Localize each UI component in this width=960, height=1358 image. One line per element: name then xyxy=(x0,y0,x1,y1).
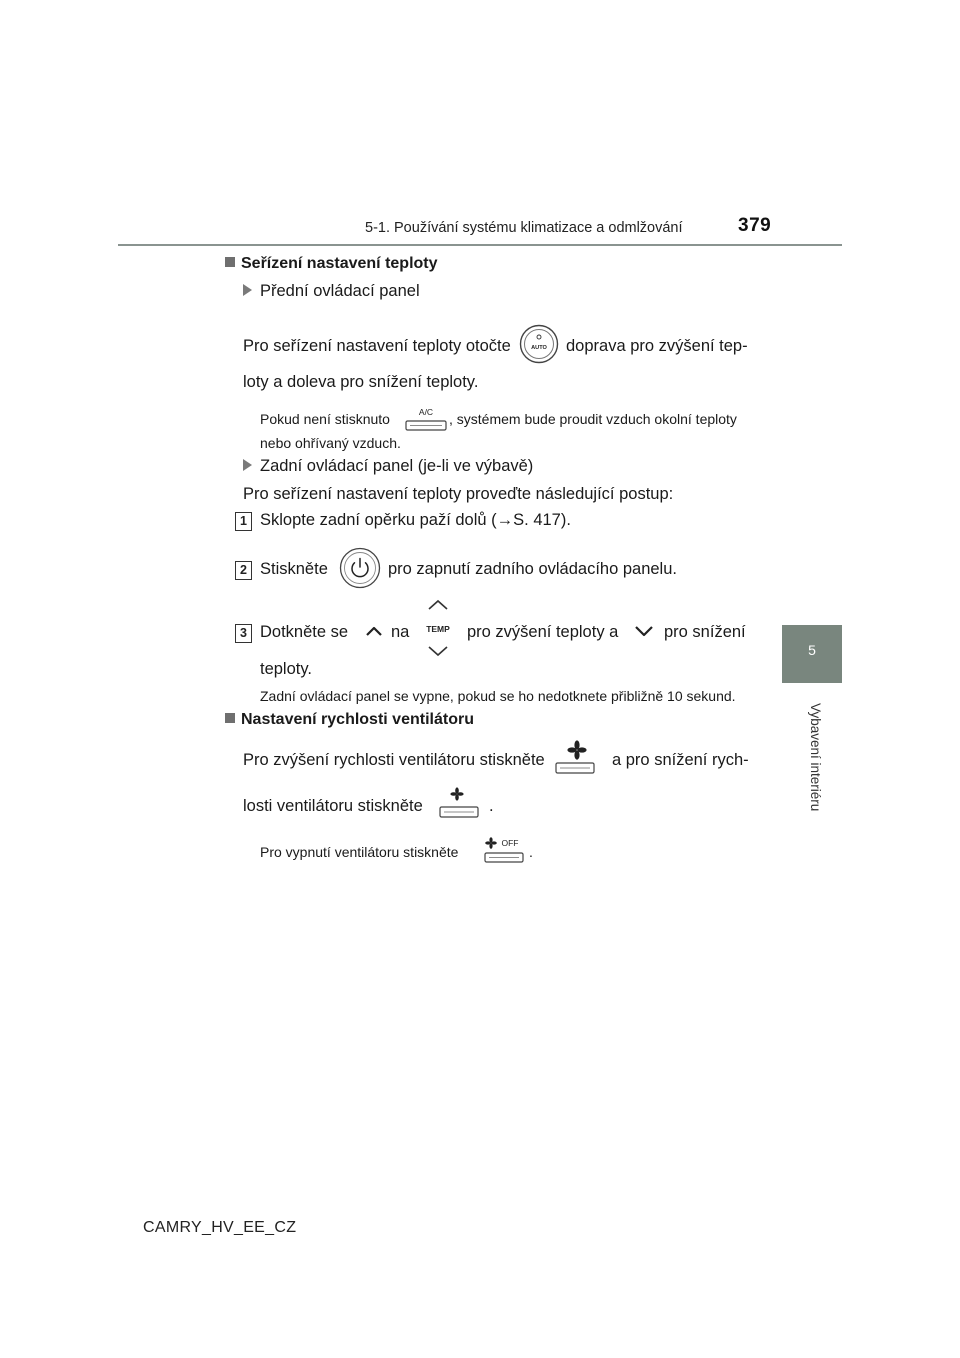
square-bullet-icon xyxy=(225,257,235,267)
page-number: 379 xyxy=(738,215,772,236)
triangle-bullet-icon xyxy=(243,459,252,471)
step-3-text-c: pro zvýšení teploty a xyxy=(467,623,619,641)
note1-c: nebo ohřívaný vzduch. xyxy=(260,435,401,451)
step-3-text-d: pro snížení xyxy=(664,623,746,641)
step-2-text-a: Stiskněte xyxy=(260,560,328,578)
step-3-number: 3 xyxy=(235,624,252,643)
rear-panel-label: Zadní ovládací panel (je-li ve výbavě) xyxy=(243,457,533,476)
section-title: 5-1. Používání systému klimatizace a odmlžování xyxy=(365,220,683,236)
step-2-number: 2 xyxy=(235,561,252,580)
fan-note-b: . xyxy=(529,844,533,860)
front-line1-b: doprava pro zvýšení tep- xyxy=(566,337,748,355)
temp-label: TEMP xyxy=(426,624,450,634)
ac-label: A/C xyxy=(418,407,434,417)
fan-line2-b: . xyxy=(489,797,494,815)
fan-up-button-icon xyxy=(553,738,597,778)
fan-down-button-icon xyxy=(437,786,483,822)
fan-note-a: Pro vypnutí ventilátoru stiskněte xyxy=(260,844,459,860)
front-panel-label: Přední ovládací panel xyxy=(243,282,420,301)
rear-intro: Pro seřízení nastavení teploty proveďte následující postup: xyxy=(243,485,674,503)
fan-line1-b: a pro snížení rych- xyxy=(612,751,749,769)
ac-button-icon xyxy=(404,405,448,433)
step-2-text-b: pro zapnutí zadního ovládacího panelu. xyxy=(388,560,677,578)
triangle-bullet-icon xyxy=(243,284,252,296)
fan-line2-a: losti ventilátoru stiskněte xyxy=(243,797,423,815)
step-3-text-b: na xyxy=(391,623,410,641)
step-1-text: Sklopte zadní opěrku paží dolů (→S. 417). xyxy=(260,511,571,529)
front-line1-a: Pro seřízení nastavení teploty otočte xyxy=(243,337,511,355)
fan-line1-a: Pro zvýšení rychlosti ventilátoru stiskněte xyxy=(243,751,545,769)
front-line2: loty a doleva pro snížení teploty. xyxy=(243,373,479,391)
note1-b: , systémem bude proudit vzduch okolní teploty xyxy=(449,411,737,427)
chevron-down-icon xyxy=(634,624,654,638)
header-rule xyxy=(118,244,842,246)
fan-off-button-icon xyxy=(482,836,528,866)
auto-knob-icon xyxy=(519,320,559,368)
step-3-text-e: teploty. xyxy=(260,660,312,678)
square-bullet-icon xyxy=(225,713,235,723)
chapter-title: Vybavení interiéru xyxy=(808,703,823,812)
step-3-text-a: Dotkněte se xyxy=(260,623,349,641)
fan-heading: Nastavení rychlosti ventilátoru xyxy=(225,711,474,729)
temp-control-icon xyxy=(420,596,456,660)
rear-note: Zadní ovládací panel se vypne, pokud se ho nedotknete přibližně 10 sekund. xyxy=(260,688,736,704)
power-button-icon xyxy=(339,547,381,589)
chapter-number: 5 xyxy=(808,642,816,658)
off-label: OFF xyxy=(501,838,519,848)
chevron-up-icon xyxy=(365,624,383,638)
temp-heading: Seřízení nastavení teploty xyxy=(225,255,438,273)
step-1-number: 1 xyxy=(235,512,252,531)
document-code: CAMRY_HV_EE_CZ xyxy=(143,1219,297,1236)
auto-label: AUTO xyxy=(531,345,547,351)
note1-a: Pokud není stisknuto xyxy=(260,411,390,427)
